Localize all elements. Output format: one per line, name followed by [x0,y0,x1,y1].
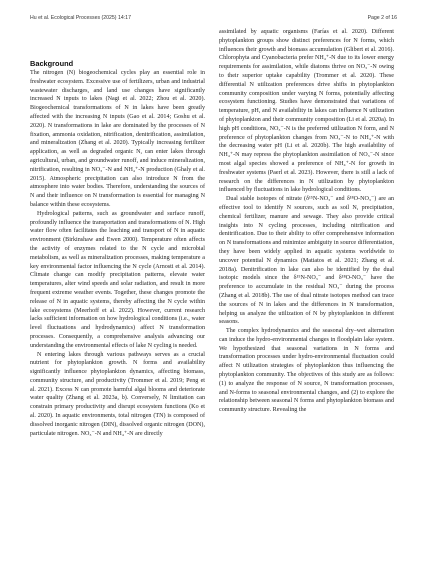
section-heading: Background [30,59,74,68]
right-column [219,28,394,415]
running-head [30,13,397,23]
paragraph: Dual stable isotopes of nitrate (δ¹⁵N-NO₃⁻ and δ¹⁸O-NO₃⁻) are an effective tool to identify N sources, such as soil N, precipitation, chemical fertilizer, manure and sewage. They also provide critical insights into N cycling processes, including nitrification and denitrification. Due to their ability to offer comprehensive information on N transformations and minimize ambiguity in source differentiation, they have been widely applied in aquatic systems worldwide to uncover potential N dynamics (Matiatos et al. 2021; Zhang et al. 2018a). Denitrification in lake can also be identified by the dual isotopic models since the δ¹⁵N-NO₃⁻ and δ¹⁸O-NO₃⁻ have the preference to accumulate in the residual NO₃⁻ during the process (Zhang et al. 2018b). The use of dual nitrate isotopes method can trace the sources of N in lakes and the differences in N transformation, helping us analyze the utilization of N by phytoplankton in different seasons. [219,196,394,326]
paragraph: The complex hydrodynamics and the seasonal dry–wet alternation can induce the hydro-environmental changes in floodplain lake system. We hypothesized that seasonal variations in N forms and transformation processes under hydro-environmental fluctuation could affect N utilization strategies of phytoplankton thus influencing the phytoplankton community. The objectives of this study are as follows: (1) to analyze the response of N source, N transformation processes, and N-forms to seasonal environmental changes, and (2) to explore the relationship between seasonal N forms and phytoplankton biomass and community structure. Revealing the [219,328,394,414]
paragraph: N entering lakes through various pathways serves as a crucial nutrient for phytoplankton growth. N forms and availability significantly influence phytoplankton dynamics, affecting biomass, community structure, and productivity (Trommer et al. 2019; Peng et al. 2021). Excess N can promote harmful algal blooms and deteriorate water quality (Zhang et al. 2023a, b). Conversely, N limitation can constrain primary productivity and disrupt ecosystem functions (Ko et al. 2020). In aquatic environments, total nitrogen (TN) is composed of dissolved inorganic nitrogen (DIN), dissolved organic nitrogen (DON), particulate nitrogen. NO₃⁻-N and NH₄⁺-N are directly [30,351,205,437]
page-number: Page 2 of 16 [367,15,397,21]
left-column [30,50,205,438]
paragraph: Hydrological patterns, such as groundwater and surface runoff, profoundly influence the transportation and transformations of N. High water flow often facilitates the leaching and transport of N in aquatic environment (Birkinshaw and Ewen 2000). Temperature often affects the activity of enzymes related to the N cycle and microbial metabolism, as well as mineralization processes, making temperature a key environmental factor influencing the N cycle (Arnosti et al. 2014). Climate change can modify precipitation patterns, elevate water temperatures, alter wind speeds and solar radiation, and result in more frequent extreme weather events. Together, these changes promote the release of N in aquatic systems, thereby affecting the N cycle within lake ecosystems (Meerhoff et al. 2022). However, current research lacks sufficient information on how hydrological conditions (i.e., water level fluctuations and hydrodynamics) affect N transformation processes. Consequently, a comprehensive analysis advancing our understanding the environmental effects of lake N cycling is needed. [30,210,205,349]
paragraph: The nitrogen (N) biogeochemical cycles play an essential role in freshwater ecosystem. Excessive use of fertilizers, urban and industrial wastewater discharges, and land use changes have significantly increased N inputs to lakes (Nagi et al. 2022; Zhou et al. 2020). Biogeochemical transformations of N in lakes have been greatly affected with the increasing N inputs (Gao et al. 2014; Goshu et al. 2020). N transformations in lake are dominated by the processes of N fixation, ammonia oxidation, nitrification, denitrification, assimilation, and mineralization (Zhang et al. 2020). Typically increasing fertilizer application, as well as degraded organic N, can enter lakes through agricultural, urban, and groundwater runoff, and induce mineralization, nitrification, resulting in NO₃⁻-N and NH₄⁺-N production (Ghaly et al. 2015). Atmospheric precipitation can also introduce N from the atmosphere into water bodies. Therefore, understanding the sources of N and their influence on N transformation is essential for managing N balance within these ecosystems. [30,70,205,208]
paragraph: assimilated by aquatic organisms (Farías et al. 2020). Different phytoplankton groups show distinct preferences for N forms, which influences their growth and biomass accumulation (Glibert et al. 2016). Chlorophyta and Cyanobacteria prefer NH₄⁺-N due to its lower energy requirements for assimilation, while diatoms thrive on NO₃⁻-N owing to their superior uptake capability (Trommer et al. 2020). These differential N utilization preferences drive shifts in phytoplankton community composition under varying N forms, potentially affecting ecosystem functioning. Studies have demonstrated that variations of temperature, pH, and N availability in lakes can influence N utilization of phytoplankton and their community composition (Li et al. 2020a). In high pH conditions, NO₃⁻-N is the preferred utilization N form, and N preference of phytoplankton changes from NO₃⁻-N to NH₄⁺-N with the decreasing water pH (Li et al. 2020b). The high availability of NH₄⁺-N may repress the phytoplankton assimilation of NO₃⁻-N since most algal species showed a preference of NH₄⁺-N for growth in freshwater systems (Paerl et al. 2023). However, there is still a lack of research on the differences in N utilization by phytoplankton influenced by fluctuations in lake hydrological conditions. [219,29,394,194]
journal-name: Hu et al. Ecological Processes [30,15,101,21]
journal-year-volume: (2025) 14:17 [101,15,131,21]
journal-citation [30,15,131,21]
